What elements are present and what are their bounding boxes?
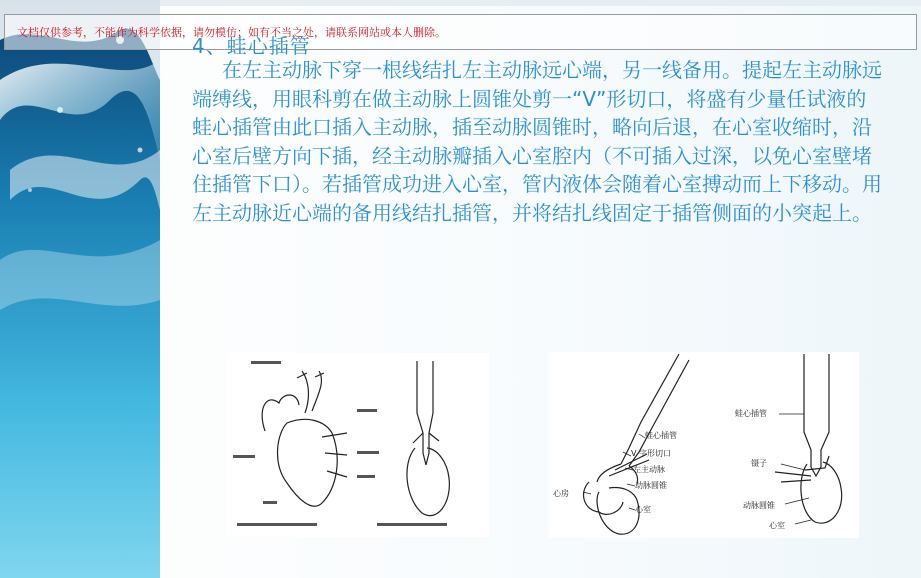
disclaimer-banner [4,14,917,50]
cannula-insertion-diagram [549,352,859,538]
label-cannula-right: 蛙心插管 [735,409,767,418]
disclaimer-text: 文档仅供参考，不能作为科学依据，请勿模仿；如有不当之处，请联系网站或本人删除。 [17,26,446,39]
procedure-paragraph: 在左主动脉下穿一根线结扎左主动脉远心端，另一线备用。提起左主动脉远端缚线，用眼科剪在做主动脉上圆锥处剪一“V”形切口，将盛有少量任试液的蛙心插管由此口插入主动脉，插至动脉圆锥时，略向后退，在心室收缩时，沿心室后壁方向下插，经主动脉瓣插入心室腔内（不可插入过深，以免心室壁堵住插管下口）。若插管成功进入心室，管内液体会随着心室搏动而上下移动。用左主动脉近心端的备用线结扎插管，并将结扎线固定于插管侧面的小突起上。 [192,58,882,225]
label-v-cut: V 字形切口 [631,449,672,458]
label-forceps: 镊子 [751,459,767,468]
frog-heart-diagram [227,353,489,537]
label-atrium: 心房 [553,489,569,498]
water-splash-graphic [0,0,160,578]
top-rule [160,0,921,6]
label-left-aorta: 左主动脉 [633,465,665,474]
label-conus-right: 动脉圆锥 [743,501,775,510]
decorative-water-band [0,0,160,578]
figure-frog-heart-anatomy [227,353,489,537]
label-ventricle-left: 心室 [635,505,651,514]
figure-cannula-insertion [549,352,859,538]
label-cannula-left: 蛙心插管 [645,431,677,440]
label-conus: 动脉圆锥 [635,481,667,490]
label-ventricle-right: 心室 [769,521,785,530]
section-heading: 4、蛙心插管 [192,34,311,58]
procedure-text [192,56,882,227]
